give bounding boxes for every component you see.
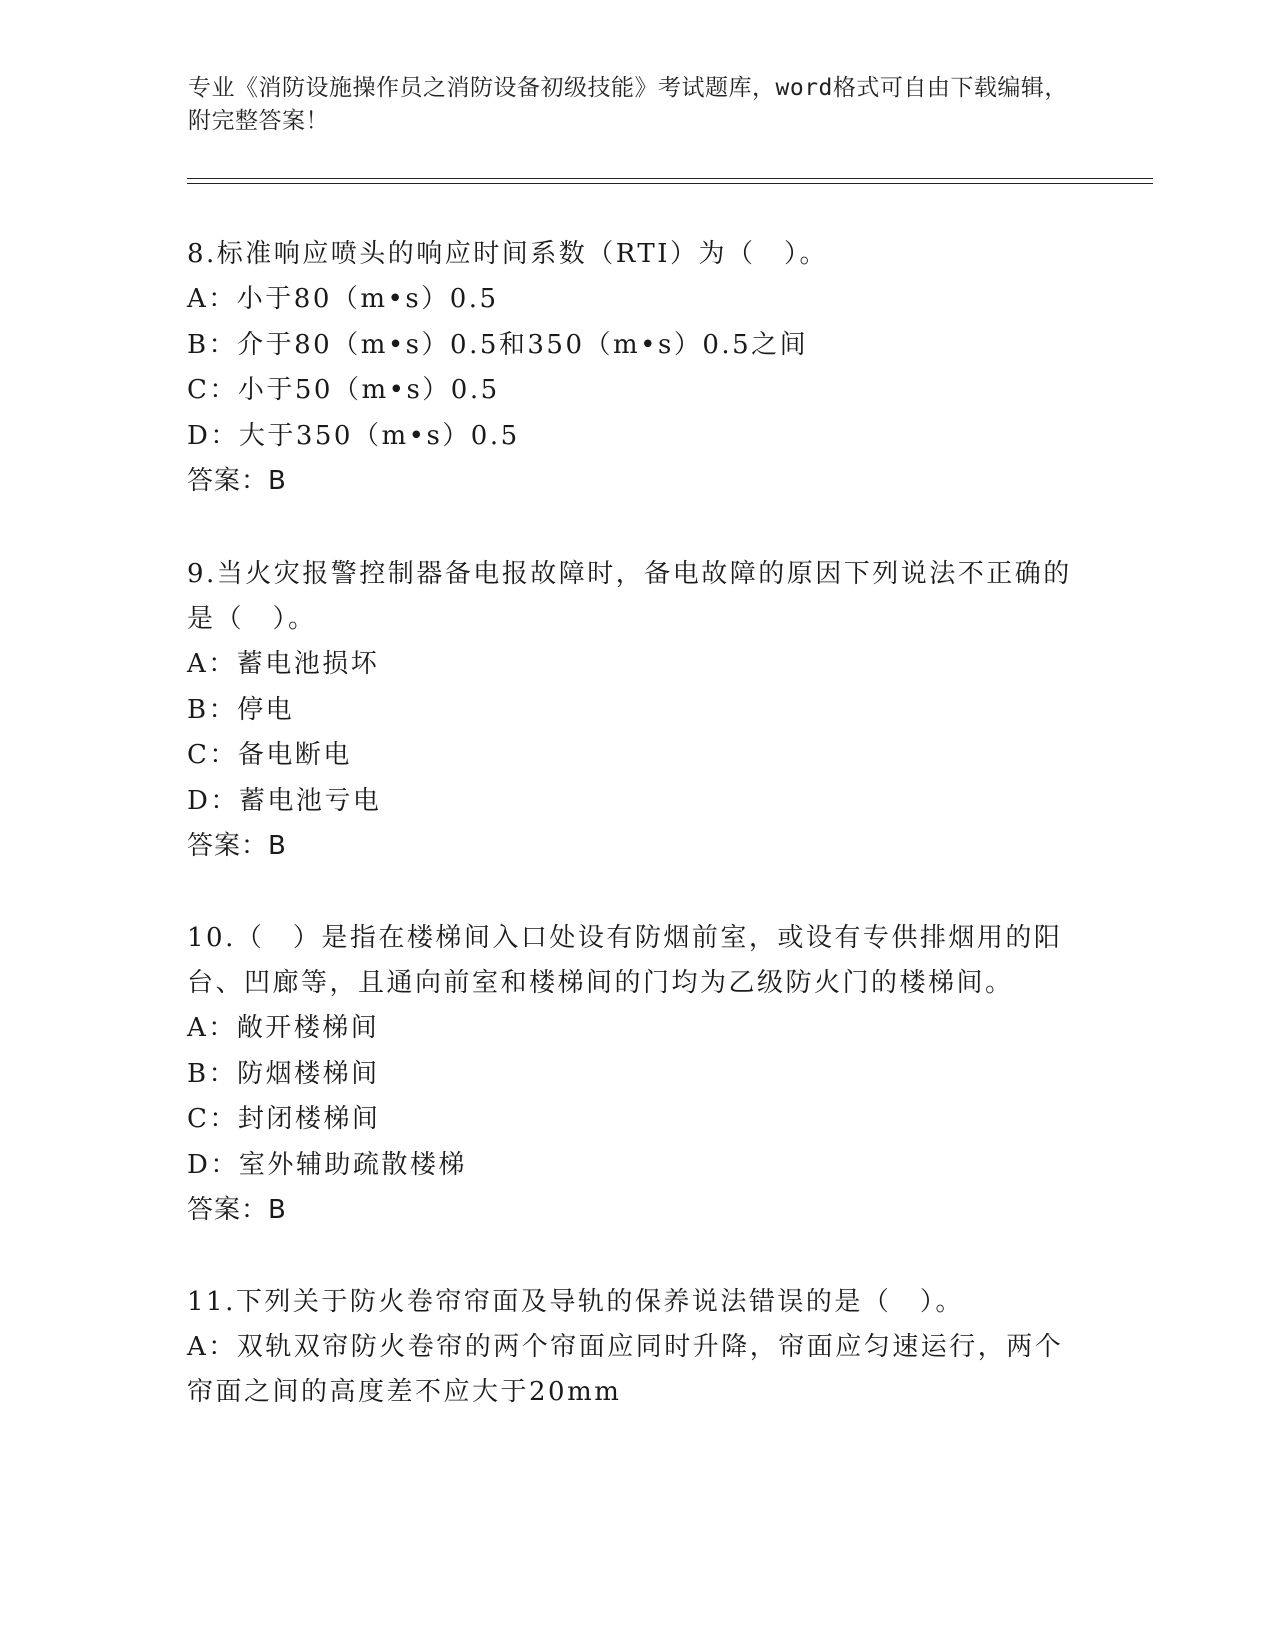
- question-11: [187, 1280, 1087, 1415]
- question-8: [187, 232, 1087, 504]
- question-10: [187, 916, 1087, 1233]
- option-d: D：蓄电池亏电: [187, 785, 382, 816]
- option-c: C：封闭楼梯间: [187, 1104, 381, 1134]
- question-9: [187, 552, 1087, 869]
- question-stem: 8.标准响应喷头的响应时间系数（RTI）为（ ）。: [187, 239, 829, 269]
- option-c: C：备电断电: [187, 740, 352, 770]
- question-stem: 10.（ ）是指在楼梯间入口处设有防烟前室，或设有专供排烟用的阳台、凹廊等，且通向前室和楼梯间的门均为乙级防火门的楼梯间。: [187, 923, 1063, 998]
- option-a: A：敞开楼梯间: [187, 1013, 380, 1043]
- option-a: A：双轨双帘防火卷帘的两个帘面应同时升降，帘面应匀速运行，两个帘面之间的高度差不应大于20mm: [187, 1332, 1064, 1407]
- option-b: B：防烟楼梯间: [187, 1058, 380, 1089]
- header-divider-top: [187, 178, 1153, 179]
- question-stem: 11.下列关于防火卷帘帘面及导轨的保养说法错误的是（ ）。: [187, 1287, 964, 1317]
- answer: 答案：B: [187, 466, 287, 496]
- option-b: B：介于80（m•s）0.5和350（m•s）0.5之间: [187, 329, 809, 360]
- option-c: C：小于50（m•s）0.5: [187, 375, 500, 405]
- question-stem: 9.当火灾报警控制器备电报故障时，备电故障的原因下列说法不正确的是（ ）。: [187, 559, 1072, 634]
- header-note: 专业《消防设施操作员之消防设备初级技能》考试题库，word格式可自由下载编辑，附完整答案！: [188, 75, 1068, 134]
- option-d: D：大于350（m•s）0.5: [187, 420, 520, 451]
- answer: 答案：B: [187, 1195, 287, 1225]
- option-a: A：蓄电池损坏: [187, 649, 380, 679]
- option-a: A：小于80（m•s）0.5: [187, 284, 499, 314]
- option-d: D：室外辅助疏散楼梯: [187, 1149, 467, 1180]
- option-b: B：停电: [187, 694, 295, 725]
- answer: 答案：B: [187, 831, 287, 861]
- header-divider-bottom: [187, 183, 1153, 184]
